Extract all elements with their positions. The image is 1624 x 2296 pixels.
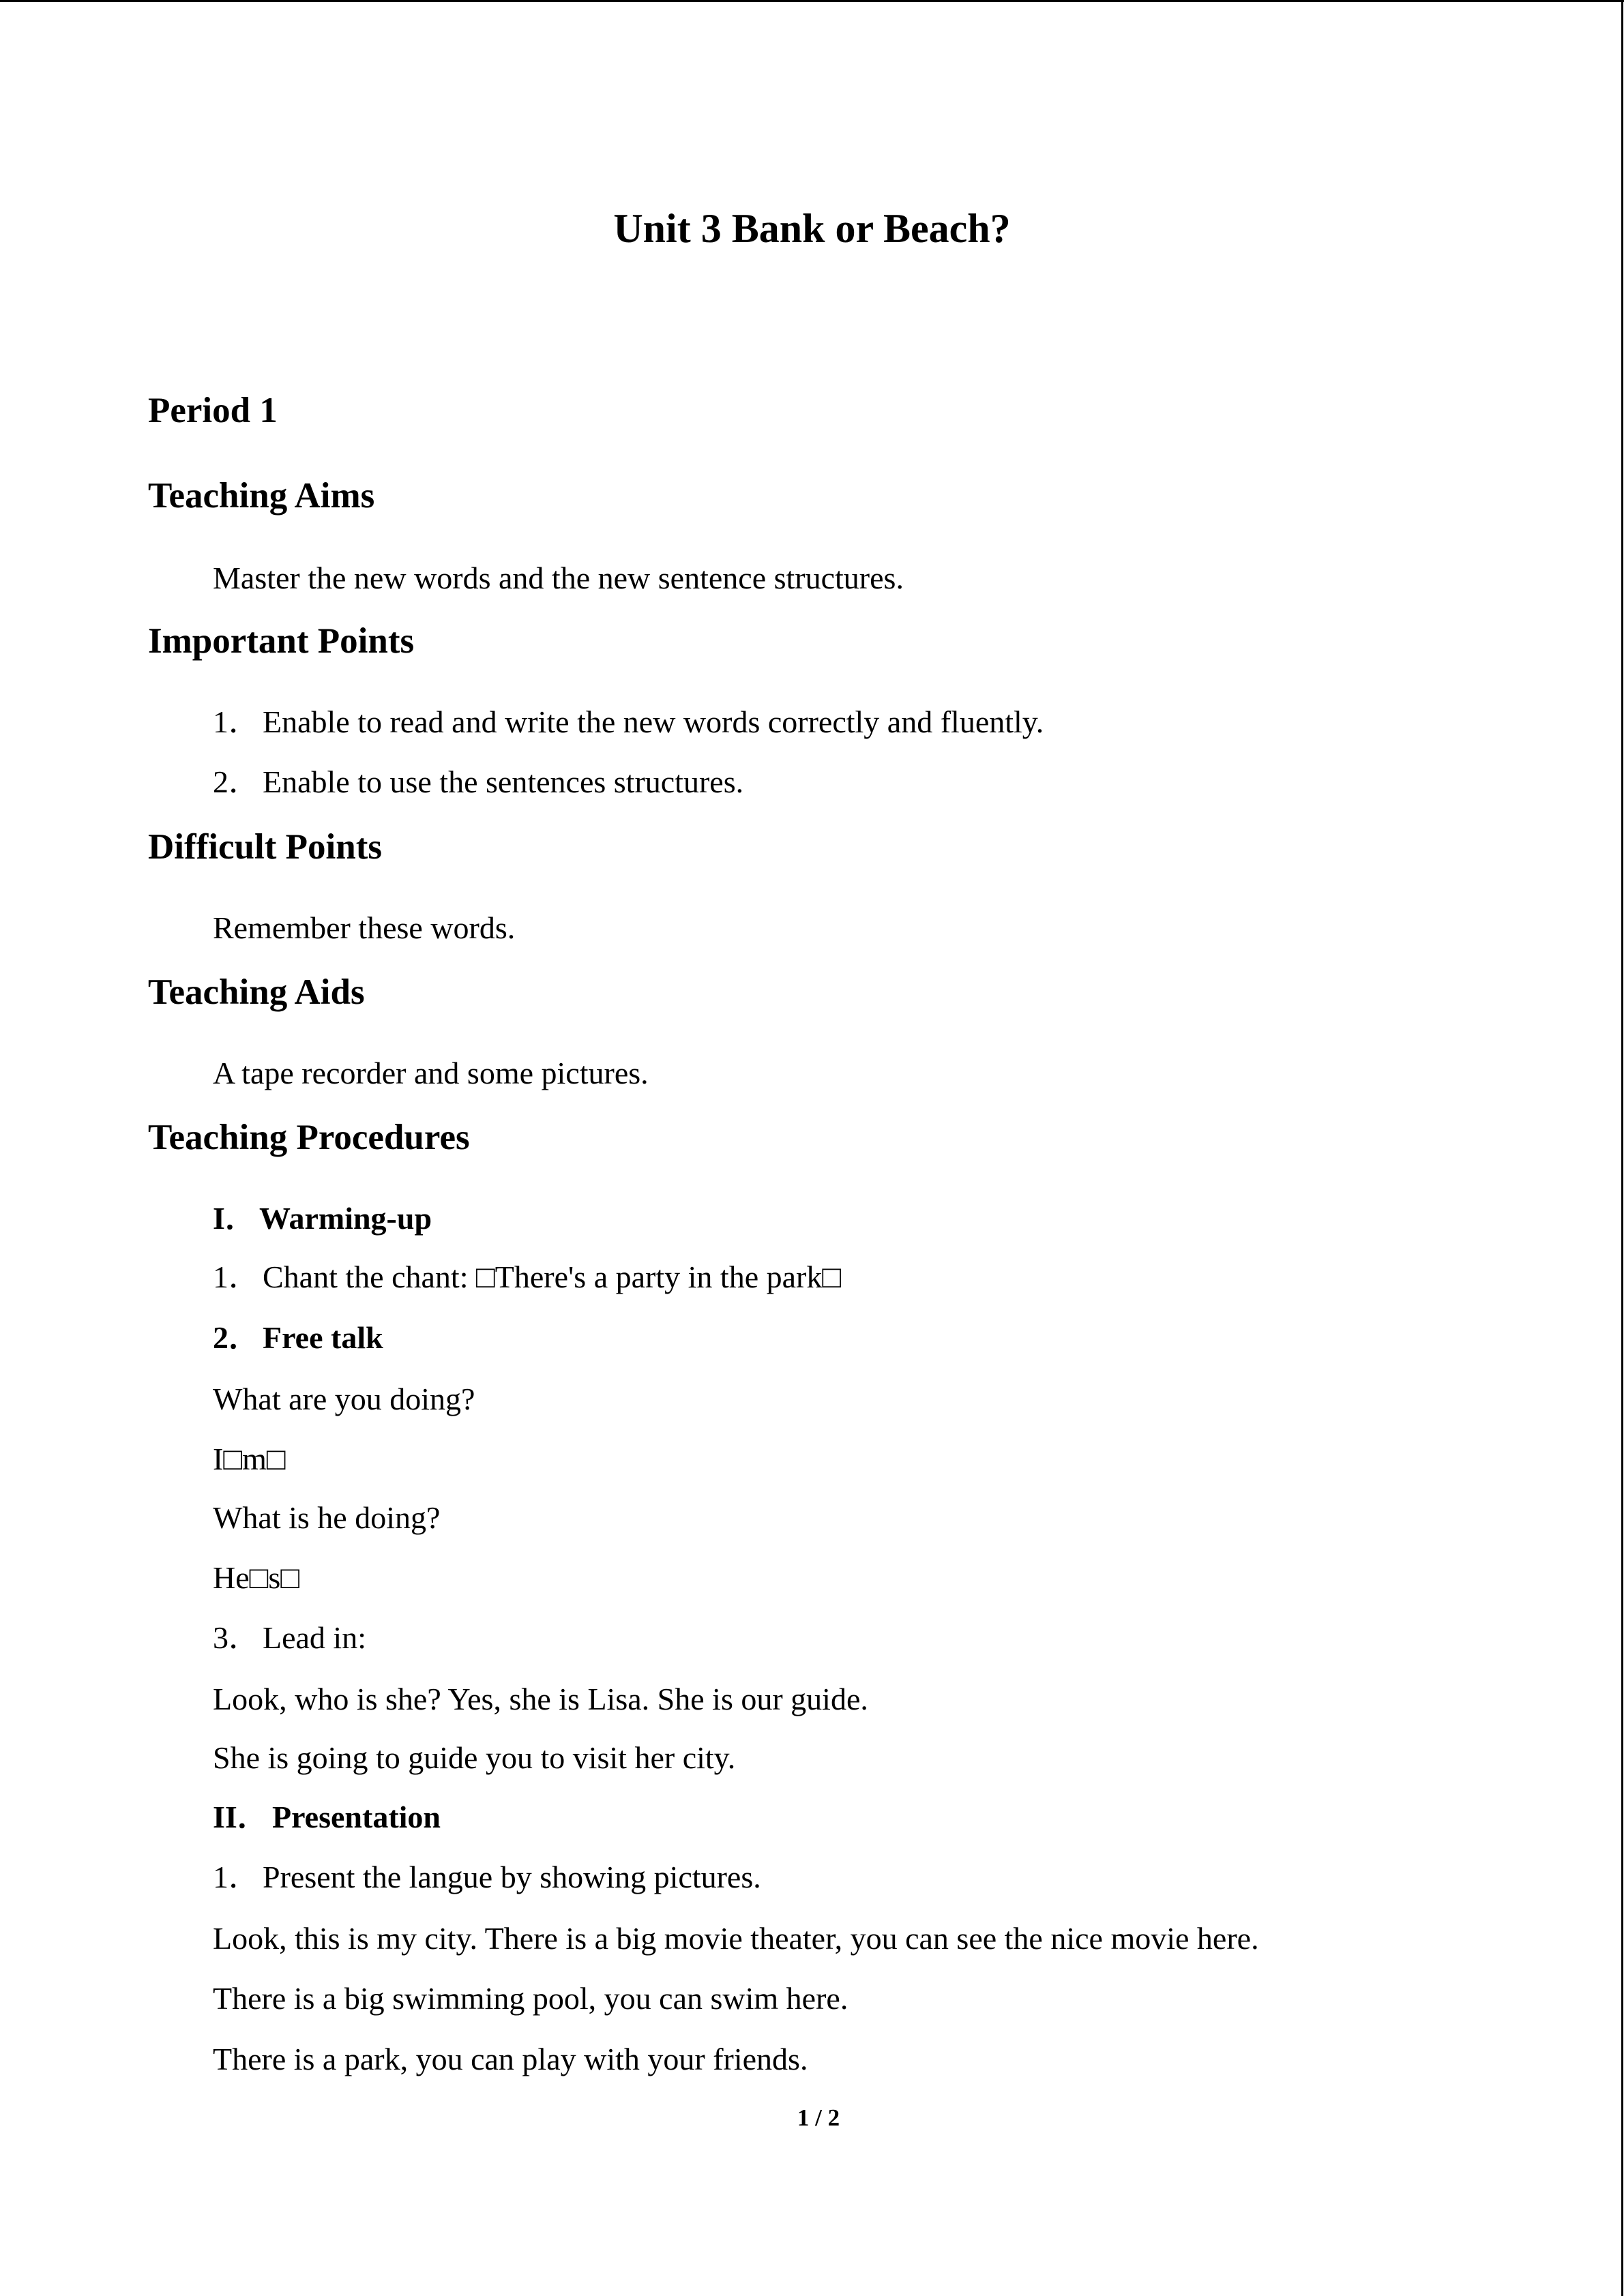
- list-item-text: Enable to use the sentences structures.: [263, 764, 744, 799]
- step-presentation: [213, 1802, 441, 1833]
- list-number: 1．: [213, 704, 260, 739]
- list-item-text: Present the langue by showing pictures.: [263, 1860, 761, 1894]
- important-points-heading: Important Points: [148, 621, 415, 661]
- step-title: Presentation: [272, 1800, 441, 1834]
- list-item-title: Free talk: [263, 1320, 383, 1355]
- list-item-text: Enable to read and write the new words correctly and fluently.: [263, 704, 1044, 739]
- list-number: 3．: [213, 1620, 260, 1655]
- important-point-item: [213, 706, 1044, 738]
- page-number: 1 / 2: [797, 2104, 840, 2131]
- procedure-item: [213, 1259, 842, 1294]
- body-line: She is going to guide you to visit her city.: [213, 1740, 736, 1775]
- list-number: 1．: [213, 1259, 260, 1294]
- step-warming-up: [213, 1203, 432, 1234]
- important-point-item: [213, 766, 743, 798]
- body-line: There is a park, you can play with your friends.: [213, 2042, 808, 2076]
- body-line: There is a big swimming pool, you can swim here.: [213, 1981, 848, 2016]
- step-title: Warming-up: [259, 1201, 432, 1236]
- period-heading: Period 1: [148, 391, 278, 430]
- teaching-aids-heading: Teaching Aids: [148, 972, 365, 1012]
- list-number: 2．: [213, 764, 260, 799]
- procedure-item: [213, 1622, 366, 1654]
- procedure-item: [213, 1322, 383, 1354]
- list-item-text: Chant the chant: □There's a party in the park□: [263, 1259, 842, 1294]
- teaching-aids-text: A tape recorder and some pictures.: [213, 1056, 649, 1090]
- step-number: II．: [213, 1800, 269, 1834]
- dialogue-line: What are you doing?: [213, 1382, 475, 1416]
- body-line: Look, this is my city. There is a big movie theater, you can see the nice movie here.: [213, 1921, 1259, 1956]
- dialogue-line: What is he doing?: [213, 1500, 441, 1535]
- step-number: I．: [213, 1201, 256, 1236]
- procedure-item: [213, 1862, 761, 1893]
- list-item-text: Lead in:: [263, 1620, 366, 1655]
- document-title-text: Unit 3 Bank or Beach?: [613, 206, 1011, 251]
- difficult-points-heading: Difficult Points: [148, 827, 382, 867]
- teaching-aims-heading: Teaching Aims: [148, 476, 375, 516]
- document-title: [0, 208, 1624, 249]
- difficult-points-text: Remember these words.: [213, 910, 516, 945]
- list-number: 1．: [213, 1860, 260, 1894]
- teaching-aims-text: Master the new words and the new sentence structures.: [213, 561, 904, 595]
- teaching-procedures-heading: Teaching Procedures: [148, 1118, 470, 1157]
- dialogue-line: I□m□: [213, 1442, 286, 1476]
- dialogue-line: He□s□: [213, 1560, 300, 1595]
- list-number: 2．: [213, 1320, 260, 1355]
- body-line: Look, who is she? Yes, she is Lisa. She is our guide.: [213, 1682, 868, 1716]
